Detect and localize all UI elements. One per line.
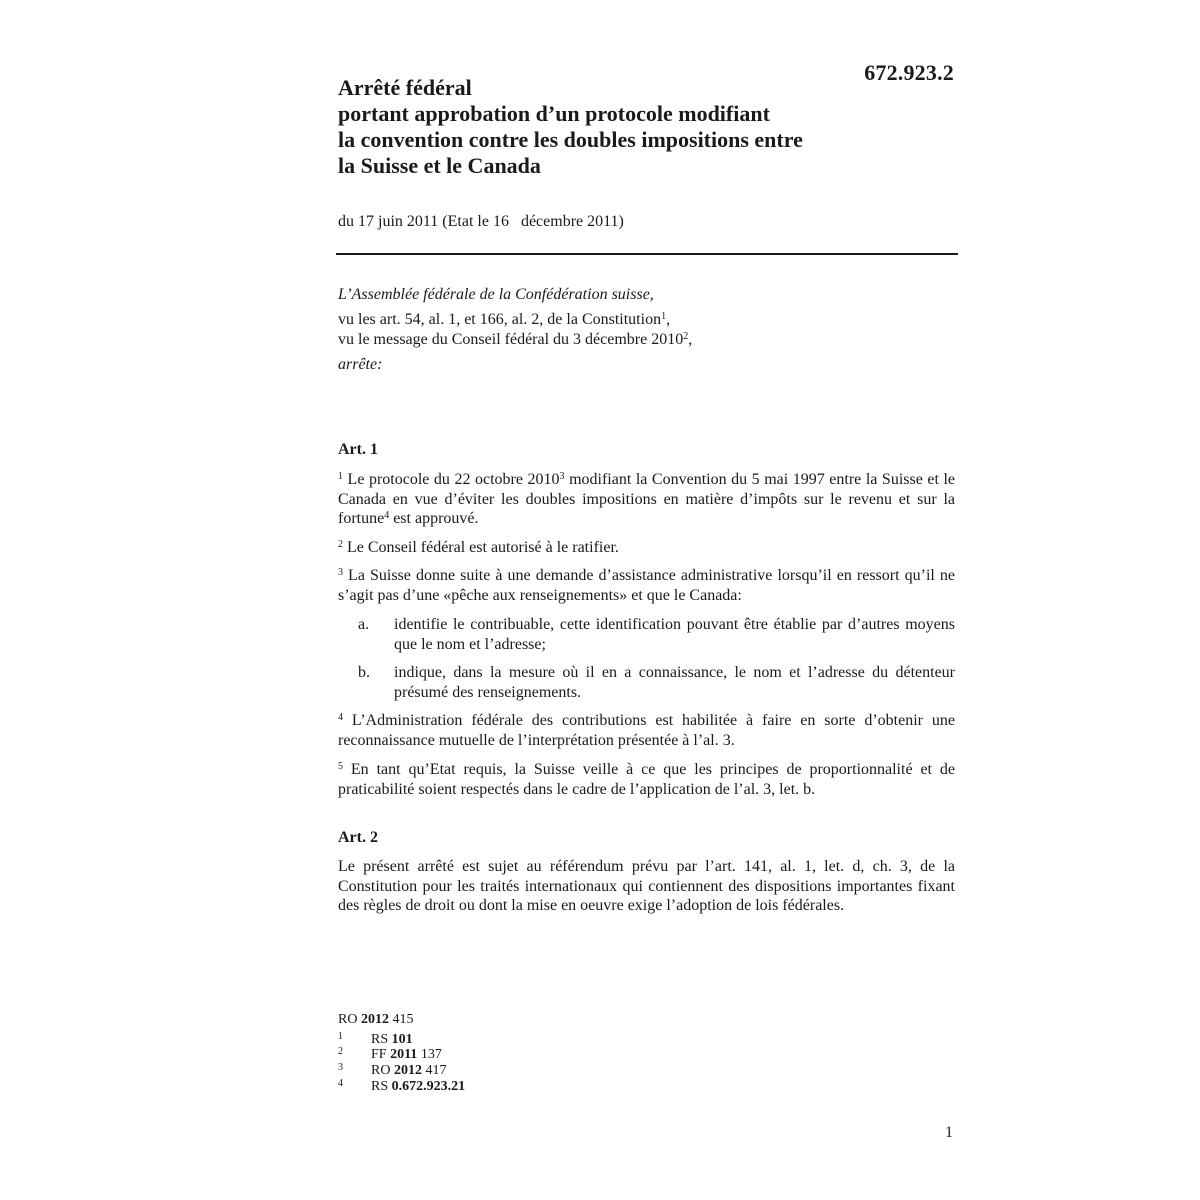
article-2-paragraph: Le présent arrêté est sujet au référendum prévu par l’art. 141, al. 1, let. d, ch. 3, de la Constitution pour les traités internationaux qui contiennent des dispositions importantes fixant des règles de droit ou dont la mise en oeuvre exige l’adoption de lois fédérales. — [338, 858, 955, 914]
footnote-ref[interactable]: 1 — [661, 311, 667, 322]
decree-word: arrête: — [338, 356, 383, 373]
title-line: la Suisse et le Canada — [338, 153, 541, 178]
page-number: 1 — [945, 1124, 953, 1141]
article-2-heading: Art. 2 — [338, 829, 378, 846]
article-1-paragraph-1: $^1$ Le protocole du 22 octobre 2010$^3$ modifiant la Convention du 5 mai 1997 entre la Suisse et le Canada en vue d’éviter les doubles impositions en matière d’impôts sur le revenu et sur la fortune$^4$ est approuvé. — [338, 471, 955, 527]
ro-reference: RO 2012 415 — [338, 1012, 414, 1027]
preamble-line-constitution: vu les art. 54, al. 1, et 166, al. 2, de la Constitution$^1$, — [338, 311, 671, 328]
footnote-ref[interactable]: 2 — [683, 331, 689, 342]
list-item-a: a. identifie le contribuable, cette identification pouvant être établie par d’autres moyens que le nom et l’adresse; — [358, 616, 955, 653]
title-line: portant approbation d’un protocole modifiant — [338, 101, 770, 126]
sr-number: 672.923.2 — [864, 60, 954, 85]
footnote-ref[interactable]: 4 — [384, 510, 390, 521]
list-item-b: b. indique, dans la mesure où il en a connaissance, le nom et l’adresse du détenteur présumé des renseignements. — [358, 664, 955, 701]
document-title — [338, 75, 898, 179]
date-line: du 17 juin 2011 (Etat le 16 décembre 2011) — [338, 213, 624, 230]
preamble — [338, 285, 955, 375]
title-line: la convention contre les doubles impositions entre — [338, 127, 803, 152]
assembly-line: L’Assemblée fédérale de la Confédération suisse, — [338, 286, 654, 303]
article-1-paragraph-3: $^3$ La Suisse donne suite à une demande d’assistance administrative lorsqu’il en ressort qu’il ne s’agit pas d’une «pêche aux renseignements» et que le Canada: — [338, 567, 955, 604]
document-page: 672.923.2 Arrêté fédéral portant approbation d’un protocole modifiant la convention contre les doubles impositions entre la Suisse et le Canada du 17 juin 2011 (Etat le 16 décembre 2011) L’Assemblée fédérale de la Confédération suisse, vu les art. 54, al. 1, et 166, al. 2, de la Constitution$^1$, vu le message du Conseil fédéral du 3 décembre 2010$^2$, arrête: Art. 1 $^1$ Le protocole du 22 octobre 2010$^3$ modifiant la Convention du 5 mai 1997 entre la Suisse et le Canada en vue d’éviter les doubles impositions en matière d’impôts sur le revenu et sur la fortune$^4$ est approuvé. $^2$ Le Conseil fédéral est autorisé à le ratifier. $^3$ La Suisse donne suite à une demande d’assistance administrative lorsqu’il en ressort qu’il ne s’agit pas d’une «pêche aux renseignements» et que le Canada: a. identifie le contribuable, cette identification pouvant être établie par d’autres moyens que le nom et l’adresse; b. indique, dans la mesure où il en a connaissance, le nom et l’adresse du détenteur présumé des renseignements. $^4$ L’Administration fédérale des contributions est habilitée à faire en sorte d’obtenir une reconnaissance mutuelle de l’interprétation présentée à l’al. 3. $^5$ En tant qu’Etat requis, la Suisse veille à ce que les principes de proportionnalité et de praticabilité soient respectés dans le cadre de l’application de l’al. 3, let. b. Art. 2 Le présent arrêté est sujet au référendum prévu par l’art. 141, al. 1, let. d, ch. 3, de la Constitution pour les traités internationaux qui contiennent des dispositions importantes fixant des règles de droit ou dont la mise en oeuvre exige l’adoption de lois fédérales. RO 2012 415 1 RS 101 2 FF 2011 137 3 RO 2012 417 4 RS 0.672.923.21 1 — [0, 0, 1200, 1200]
article-1-paragraph-4: $^4$ L’Administration fédérale des contributions est habilitée à faire en sorte d’obtenir une reconnaissance mutuelle de l’interprétation présentée à l’al. 3. — [338, 712, 955, 749]
footnote-ref[interactable]: 3 — [559, 471, 565, 482]
article-1-heading: Art. 1 — [338, 441, 378, 458]
article-1-paragraph-2: $^2$ Le Conseil fédéral est autorisé à le ratifier. — [338, 539, 619, 556]
header-divider — [336, 253, 958, 255]
article-1-paragraph-5: $^5$ En tant qu’Etat requis, la Suisse veille à ce que les principes de proportionnalité et de praticabilité soient respectés dans le cadre de l’application de l’al. 3, let. b. — [338, 761, 955, 798]
preamble-line-message: vu le message du Conseil fédéral du 3 décembre 2010$^2$, — [338, 331, 693, 348]
title-line: Arrêté fédéral — [338, 75, 472, 100]
